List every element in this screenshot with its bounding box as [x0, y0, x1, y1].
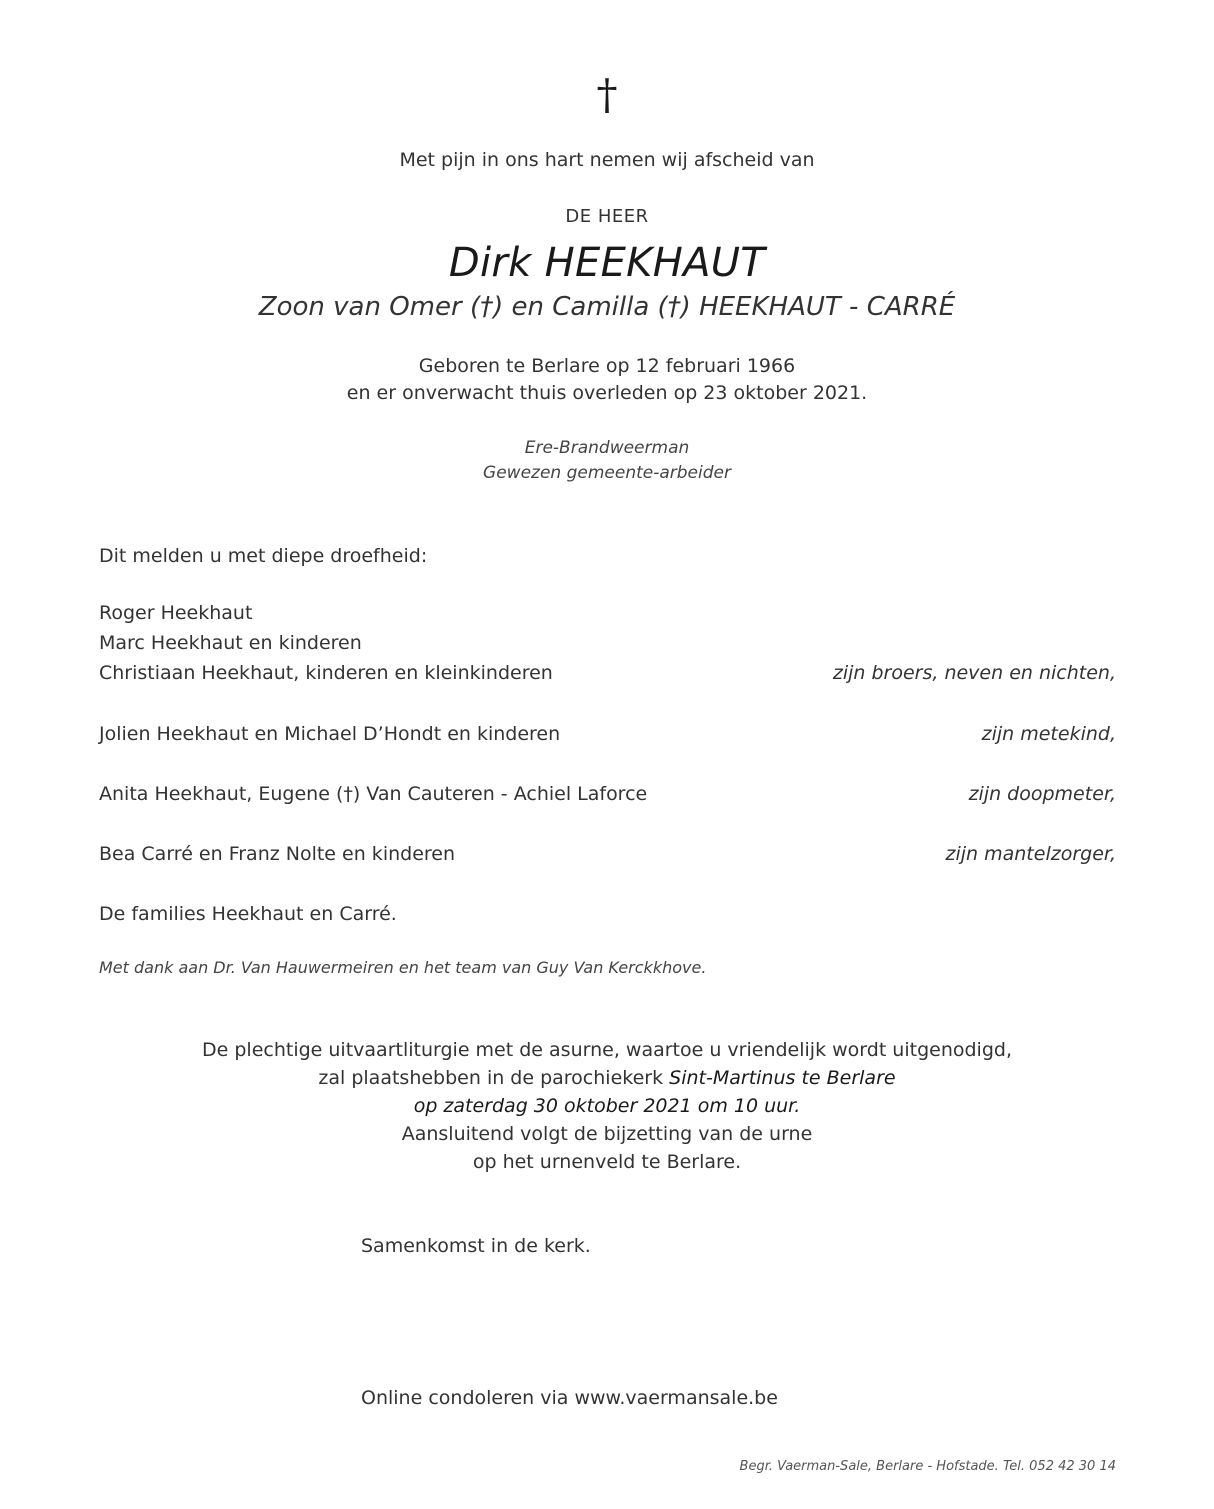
- funeral-line: [0, 1067, 1214, 1089]
- role-line: Gewezen gemeente-arbeider: [483, 463, 731, 483]
- funeral-line: Aansluitend volgt de bijzetting van de urne: [401, 1123, 813, 1145]
- cross-icon: †: [596, 70, 618, 119]
- funeral-line: De plechtige uitvaartliturgie met de asurne, waartoe u vriendelijk wordt uitgenodigd,: [202, 1039, 1012, 1061]
- family-relation: zijn broers, neven en nichten,: [832, 662, 1116, 684]
- family-relation: zijn doopmeter,: [968, 783, 1116, 805]
- deceased-name: Dirk HEEKHAUT: [448, 240, 766, 286]
- family-member-name: Bea Carré en Franz Nolte en kinderen: [99, 843, 456, 865]
- condolence-text: Online condoleren via www.vaermansale.be: [361, 1387, 778, 1409]
- death-line: en er onverwacht thuis overleden op 23 oktober 2021.: [346, 382, 868, 404]
- birth-line: Geboren te Berlare op 12 februari 1966: [418, 355, 796, 377]
- families-line: De families Heekhaut en Carré.: [99, 903, 397, 925]
- family-relation: zijn mantelzorger,: [945, 843, 1116, 865]
- intro-text: Met pijn in ons hart nemen wij afscheid van: [399, 149, 815, 171]
- church-location: Sint-Martinus te Berlare: [669, 1067, 896, 1089]
- role-line: Ere-Brandweerman: [524, 438, 690, 458]
- family-member-name: Jolien Heekhaut en Michael D’Hondt en kinderen: [99, 723, 561, 745]
- footer-text: Begr. Vaerman-Sale, Berlare - Hofstade. Tel. 052 42 30 14: [739, 1459, 1116, 1474]
- thanks-text: Met dank aan Dr. Van Hauwermeiren en het team van Guy Van Kerckkhove.: [99, 958, 707, 977]
- funeral-line: op het urnenveld te Berlare.: [472, 1151, 742, 1173]
- honorific-title: DE HEER: [565, 206, 649, 227]
- announcement-text: Dit melden u met diepe droefheid:: [99, 545, 428, 567]
- family-relation: zijn metekind,: [981, 723, 1116, 745]
- family-member-name: Christiaan Heekhaut, kinderen en kleinkinderen: [99, 662, 553, 684]
- funeral-date: [0, 1095, 1214, 1117]
- funeral-line-prefix: zal plaatshebben in de parochiekerk: [318, 1067, 664, 1089]
- family-member-name: Anita Heekhaut, Eugene (†) Van Cauteren - Achiel Laforce: [99, 783, 648, 805]
- family-member-name: Marc Heekhaut en kinderen: [99, 632, 362, 654]
- funeral-date-text: op zaterdag 30 oktober 2021 om 10 uur.: [413, 1095, 801, 1117]
- parents-line: Zoon van Omer (†) en Camilla (†) HEEKHAUT - CARRÉ: [258, 292, 956, 322]
- meeting-text: Samenkomst in de kerk.: [361, 1235, 591, 1257]
- family-member-name: Roger Heekhaut: [99, 602, 253, 624]
